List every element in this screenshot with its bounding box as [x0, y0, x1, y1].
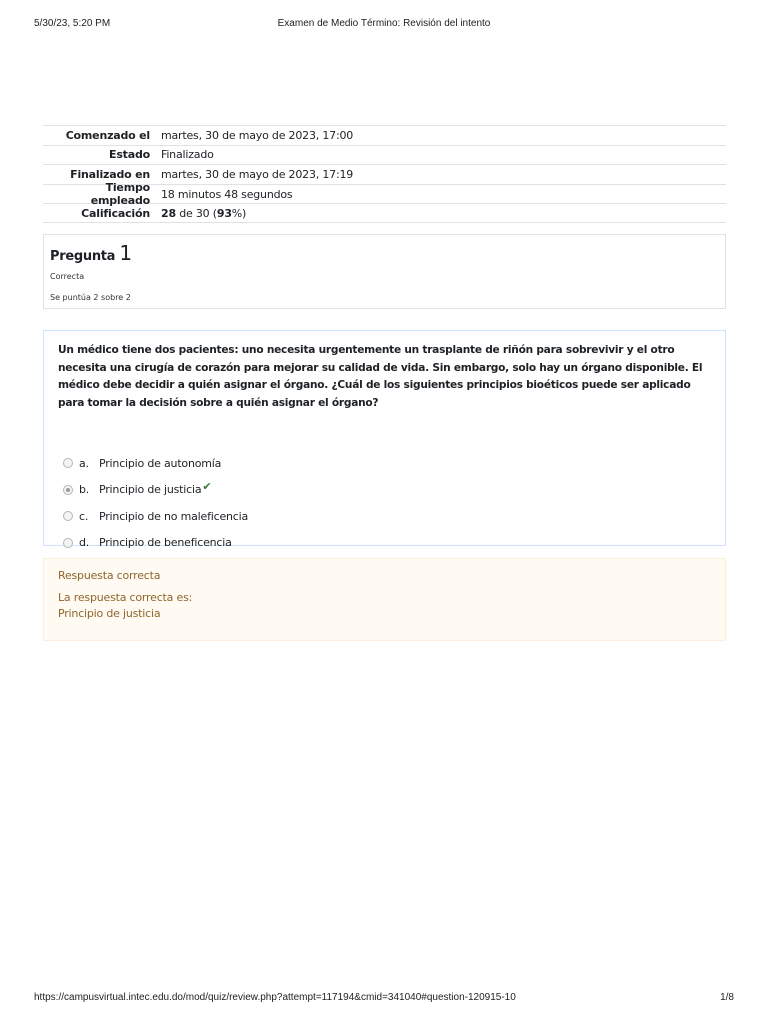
answer-text: Principio de justicia	[99, 483, 202, 497]
grade-score: 28	[161, 206, 176, 220]
summary-row-started	[43, 125, 726, 145]
right-answer-value: Principio de justicia	[58, 607, 161, 620]
answer-option-c[interactable]	[58, 503, 711, 530]
summary-label: Comenzado el	[65, 128, 150, 142]
question-number	[50, 241, 719, 265]
summary-row-grade	[43, 203, 726, 223]
answer-letter: b.	[79, 483, 90, 497]
question-number-value: 1	[119, 241, 132, 265]
grade-percent: 93	[216, 206, 232, 220]
answer-letter: d.	[79, 536, 90, 550]
print-title: Examen de Medio Término: Revisión del intento	[277, 18, 491, 29]
answer-option-a[interactable]	[58, 450, 711, 477]
radio-button[interactable]	[63, 458, 73, 468]
answer-option-b[interactable]	[58, 477, 711, 504]
summary-value: Finalizado	[161, 148, 214, 162]
attempt-summary-table	[43, 125, 726, 223]
question-state: Correcta	[50, 272, 85, 281]
radio-button[interactable]	[63, 511, 73, 521]
grade-of-text: de 30 (	[175, 206, 217, 220]
answer-list	[58, 450, 711, 556]
summary-label: Calificación	[81, 206, 150, 220]
summary-value: 18 minutos 48 segundos	[161, 187, 293, 201]
question-grade: Se puntúa 2 sobre 2	[50, 293, 131, 302]
summary-label: Finalizado en	[70, 167, 150, 181]
print-header	[34, 18, 734, 32]
summary-row-state	[43, 145, 726, 165]
answer-letter: a.	[79, 456, 89, 470]
question-text: Un médico tiene dos pacientes: uno necesita urgentemente un trasplante de riñón para sobrevivir y el otro necesita una cirugía de corazón para mejorar su calidad de vida. Sin embargo, solo hay un órgano disponible. El médico debe decidir a quién asignar el órgano. ¿Cuál de los siguientes principios bioéticos puede ser aplicado para tomar la decisión sobre a quién asignar el órgano?	[58, 344, 703, 409]
print-page-number: 1/8	[720, 992, 734, 1003]
radio-button-selected[interactable]	[63, 485, 73, 495]
question-label: Pregunta	[50, 249, 116, 264]
answer-letter: c.	[79, 509, 89, 523]
summary-value: martes, 30 de mayo de 2023, 17:19	[161, 167, 354, 181]
outcome-feedback: Respuesta correcta	[58, 569, 161, 582]
summary-row-time-taken	[43, 181, 726, 208]
grade-close: %)	[231, 206, 247, 220]
print-datetime: 5/30/23, 5:20 PM	[34, 18, 111, 29]
answer-option-d[interactable]	[58, 530, 711, 557]
summary-value	[150, 207, 246, 220]
question-formulation	[43, 330, 726, 550]
print-footer	[34, 992, 734, 1006]
summary-label: Estado	[109, 148, 150, 162]
print-url: https://campusvirtual.intec.edu.do/mod/quiz/review.php?attempt=117194&cmid=341040#question-120915-10	[34, 992, 516, 1003]
right-answer-label: La respuesta correcta es:	[58, 591, 193, 604]
answer-text: Principio de no maleficencia	[99, 509, 249, 523]
radio-button[interactable]	[63, 538, 73, 548]
summary-value: martes, 30 de mayo de 2023, 17:00	[161, 128, 354, 142]
answer-text: Principio de beneficencia	[99, 536, 232, 550]
check-icon: ✔	[202, 480, 212, 494]
question-outcome	[43, 558, 726, 641]
question-info	[43, 234, 726, 309]
summary-label: Tiempo empleado	[90, 181, 150, 208]
answer-text: Principio de autonomía	[99, 456, 222, 470]
